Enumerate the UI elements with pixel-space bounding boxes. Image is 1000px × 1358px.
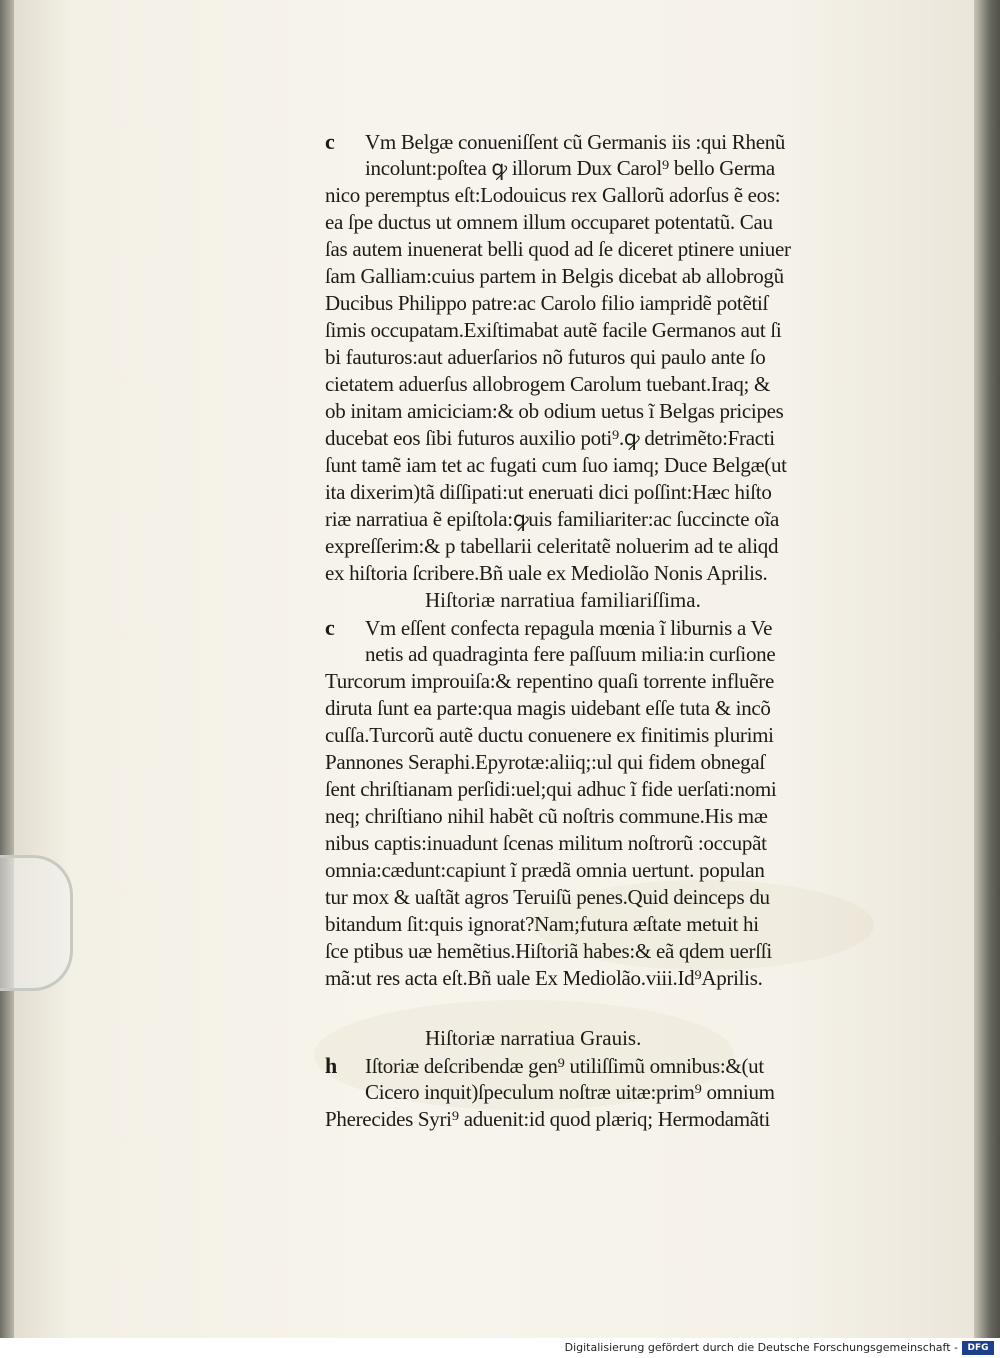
text-line: incolunt:poſtea ꝙ illorum Dux Carol⁹ bello Germa: [365, 156, 775, 180]
text-line: c Vm eſſent confecta repagula mœnia ĩ liburnis a Ve: [325, 615, 773, 640]
text-line: nico peremptus eſt:Lodouicus rex Gallorũ adorſus ẽ eos:: [325, 183, 781, 207]
funding-credit: Digitalisierung gefördert durch die Deutsche Forschungsgemeinschaft -: [564, 1341, 958, 1354]
text-line: expreſſerim:& p tabellarii celeritatẽ noluerim ad te aliqd: [325, 534, 779, 558]
paragraph-2: [325, 614, 885, 992]
text-line: cuſſa.Turcorũ autẽ ductu conuenere ex finitimis plurimi: [325, 723, 774, 747]
paragraph-initial: c: [325, 615, 335, 640]
text-line: neq; chriſtiano nihil habẽt cũ noſtris commune.His mæ: [325, 804, 768, 828]
text-line: ea ſpe ductus ut omnem illum occuparet potentatũ. Cau: [325, 210, 773, 234]
page-stack-edge: [974, 0, 1000, 1338]
paragraph-initial: h: [325, 1053, 337, 1078]
text-line: mã:ut res acta eſt.Bñ uale Ex Mediolão.viii.Id⁹Aprilis.: [325, 966, 763, 990]
text-line: ſce ptibus uæ hemẽtius.Hiſtoriã habes:& eã qdem uerſſi: [325, 939, 772, 963]
text-line: ſimis occupatam.Exiſtimabat autẽ facile Germanos aut ſi: [325, 318, 782, 342]
paragraph-3: [325, 1052, 885, 1133]
text-line: ſunt tamẽ iam tet ac fugati cum ſuo iamq; Duce Belgæ(ut: [325, 453, 787, 477]
text-line: Cicero inquit)ſpeculum noſtræ uitæ:prim⁹ omnium: [365, 1080, 775, 1104]
text-line: ſam Galliam:cuius partem in Belgis dicebat ab allobrogũ: [325, 264, 784, 288]
footer-bar: [0, 1338, 1000, 1358]
text-line: ſent chriſtianam perſidi:uel;qui adhuc ĩ fide uerſati:nomi: [325, 777, 777, 801]
text-line: ex hiſtoria ſcribere.Bñ uale ex Mediolão Nonis Aprilis.: [325, 561, 768, 585]
text-line: ita dixerim)tã diſſipati:ut eneruati dici poſſint:Hæc hiſto: [325, 480, 772, 504]
paragraph-1: [325, 128, 885, 587]
text-line: ob initam amiciciam:& ob odium uetus ĩ Belgas pricipes: [325, 399, 784, 423]
text-line: ſas autem inuenerat belli quod ad ſe diceret ptinere uniuer: [325, 237, 791, 261]
dfg-logo: DFG: [962, 1341, 994, 1355]
text-line: c Vm Belgæ conueniſſent cũ Germanis iis :qui Rhenũ: [325, 129, 786, 154]
text-line: Pherecides Syri⁹ aduenit:id quod plæriq; Hermodamãti: [325, 1107, 770, 1131]
text-line: riæ narratiua ẽ epiſtola:ꝙuis familiariter:ac ſuccincte oĩa: [325, 507, 780, 531]
text-line: diruta ſunt ea parte:qua magis uidebant eſſe tuta & incõ: [325, 696, 771, 720]
section-heading: Hiſtoriæ narratiua familiariſſima.: [425, 588, 701, 612]
text-line: h Iſtoriæ deſcribendæ gen⁹ utiliſſimũ omnibus:&(ut: [325, 1053, 764, 1078]
text-line: cietatem aduerſus allobrogem Carolum tuebant.Iraq; &: [325, 372, 771, 396]
text-line: nibus captis:inuadunt ſcenas militum noſtrorũ :occupãt: [325, 831, 767, 855]
text-block: [325, 128, 885, 1133]
text-line: Turcorum improuiſa:& repentino quaſi torrente influẽre: [325, 669, 774, 693]
text-line: ducebat eos ſibi futuros auxilio poti⁹.ꝙ detrimẽto:Fracti: [325, 426, 775, 450]
text-line: tur mox & uaſtãt agros Teruiſũ penes.Quid deinceps du: [325, 885, 770, 909]
text-line: bitandum ſit:quis ignorat?Nam;futura æſtate metuit hi: [325, 912, 759, 936]
binding-edge: [0, 0, 14, 1338]
text-line: bi fauturos:aut aduerſarios nõ futuros qui paulo ante ſo: [325, 345, 766, 369]
page-clip: [0, 855, 73, 991]
text-line: Pannones Seraphi.Epyrotæ:aliiq;:ul qui fidem obnegaſ: [325, 750, 765, 774]
spacer: [325, 992, 885, 1025]
text-line: omnia:cædunt:capiunt ĩ prædã omnia uertunt. populan: [325, 858, 765, 882]
section-heading: Hiſtoriæ narratiua Grauis.: [425, 1026, 642, 1050]
text-line: Ducibus Philippo patre:ac Carolo filio iampridẽ potẽtiſ: [325, 291, 769, 315]
text-line: netis ad quadraginta fere paſſuum milia:in curſione: [365, 642, 776, 666]
paragraph-initial: c: [325, 129, 335, 154]
